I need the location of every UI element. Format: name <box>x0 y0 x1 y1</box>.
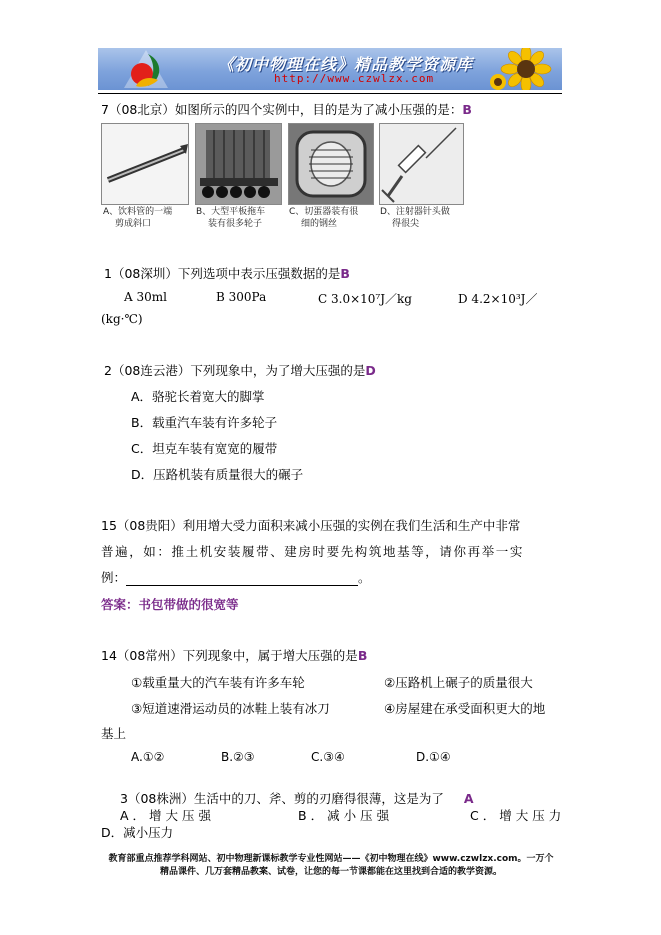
q1-stem-text: 1（08深圳）下列选项中表示压强数据的是 <box>104 266 341 281</box>
q1-option-a: A 30ml <box>124 290 167 304</box>
straw-image <box>102 124 188 204</box>
q3-option-a: A．增大压强 <box>120 808 216 823</box>
q7-stem <box>101 100 472 118</box>
q7-stem-text: 7（08北京）如图所示的四个实例中，目的是为了减小压强的是： <box>101 102 463 117</box>
site-logo-icon <box>118 48 178 90</box>
q7-caption-c-line1: C、切蛋器装有很 <box>289 207 359 217</box>
q15-line3-suffix: 。 <box>358 570 371 585</box>
q14-item-4: ④房屋建在承受面积更大的地 <box>384 701 546 716</box>
q14-stem-text: 14（08常州）下列现象中，属于增大压强的是 <box>101 648 358 663</box>
q15-line3-prefix: 例： <box>101 570 127 585</box>
page-footer <box>96 853 566 879</box>
q14-choice-a: A.①② <box>131 750 165 764</box>
q14-stem <box>101 646 367 664</box>
q7-caption-b-line2: 装有很多轮子 <box>208 219 263 229</box>
q3-option-c: C．增大压力 <box>470 808 566 823</box>
banner-title: 《初中物理在线》精品教学资源库 <box>218 55 474 74</box>
q3-option-b: B．减小压强 <box>298 808 394 823</box>
q1-stem <box>104 264 350 282</box>
sunflower-icon <box>490 48 560 90</box>
egg-slicer-image <box>289 124 373 204</box>
banner-url: http://www.czwlzx.com <box>274 72 435 85</box>
q1-answer: B <box>340 266 350 281</box>
q14-item-1: ①载重量大的汽车装有许多车轮 <box>131 675 305 690</box>
q7-caption-d-line1: D、注射器针头做 <box>380 207 450 217</box>
q1-option-d: D 4.2×10³J／ <box>458 292 538 306</box>
q3-stem-text: 3（08株洲）生活中的刀、斧、剪的刃磨得很薄，这是为了 <box>120 791 444 806</box>
q15-answer: 答案：书包带做的很宽等 <box>101 597 239 612</box>
header-rule <box>98 93 562 94</box>
q2-stem-text: 2（08连云港）下列现象中，为了增大压强的是 <box>104 363 366 378</box>
q14-choice-c: C.③④ <box>311 750 345 764</box>
q3-stem <box>120 789 474 807</box>
q14-choice-b: B.②③ <box>221 750 255 764</box>
q7-caption-a-line1: A、饮料管的一端 <box>103 207 173 217</box>
q2-answer: D <box>365 363 376 378</box>
photo-syringe <box>379 123 464 205</box>
q15-answer-blank[interactable] <box>126 573 358 586</box>
syringe-image <box>380 124 463 204</box>
q1-option-d-cont: (kg·℃) <box>101 312 143 326</box>
header-banner <box>98 48 562 90</box>
photo-truck <box>195 123 282 205</box>
q1-option-c: C 3.0×10⁷J／kg <box>318 292 412 306</box>
photo-straw <box>101 123 189 205</box>
q7-caption-d <box>380 206 450 230</box>
q7-caption-a-line2: 剪成斜口 <box>115 219 152 229</box>
q14-item-3: ③短道速滑运动员的冰鞋上装有冰刀 <box>131 701 330 716</box>
q2-option-b: B．载重汽车装有许多轮子 <box>131 415 278 430</box>
q3-option-d: D．减小压力 <box>101 825 174 840</box>
q7-caption-c <box>289 206 358 230</box>
photo-egg-slicer <box>288 123 374 205</box>
q2-option-c: C．坦克车装有宽宽的履带 <box>131 441 278 456</box>
q15-line2: 普遍，如：推土机安装履带、建房时要先构筑地基等，请你再举一实 <box>101 544 525 559</box>
q2-option-d: D．压路机装有质量很大的碾子 <box>131 467 304 482</box>
q7-caption-b <box>196 206 265 230</box>
q14-choice-d: D.①④ <box>416 750 451 764</box>
q14-answer: B <box>357 648 368 663</box>
q7-caption-d-line2: 得很尖 <box>392 219 420 229</box>
q2-option-a: A．骆驼长着宽大的脚掌 <box>131 389 265 404</box>
q7-answer: B <box>462 102 472 117</box>
q15-line1: 15（08贵阳）利用增大受力面积来减小压强的实例在我们生活和生产中非常 <box>101 518 521 533</box>
q15-line3 <box>101 568 371 586</box>
q3-answer: A <box>463 791 474 806</box>
q2-stem <box>104 361 376 379</box>
truck-image <box>196 124 281 204</box>
q14-item-4-cont: 基上 <box>101 726 127 741</box>
q14-item-2: ②压路机上碾子的质量很大 <box>384 675 533 690</box>
footer-line-2: 精品课件、几万套精品教案、试卷，让您的每一节课都能在这里找到合适的教学资源。 <box>159 867 502 877</box>
q7-caption-b-line1: B、大型平板拖车 <box>196 207 266 217</box>
footer-line-1: 教育部重点推荐学科网站、初中物理新课标教学专业性网站——《初中物理在线》www.czwlzx.com。一万个 <box>108 854 554 864</box>
q7-caption-c-line2: 细的钢丝 <box>301 219 338 229</box>
q1-option-b: B 300Pa <box>216 290 267 304</box>
q7-caption-a <box>103 206 172 230</box>
